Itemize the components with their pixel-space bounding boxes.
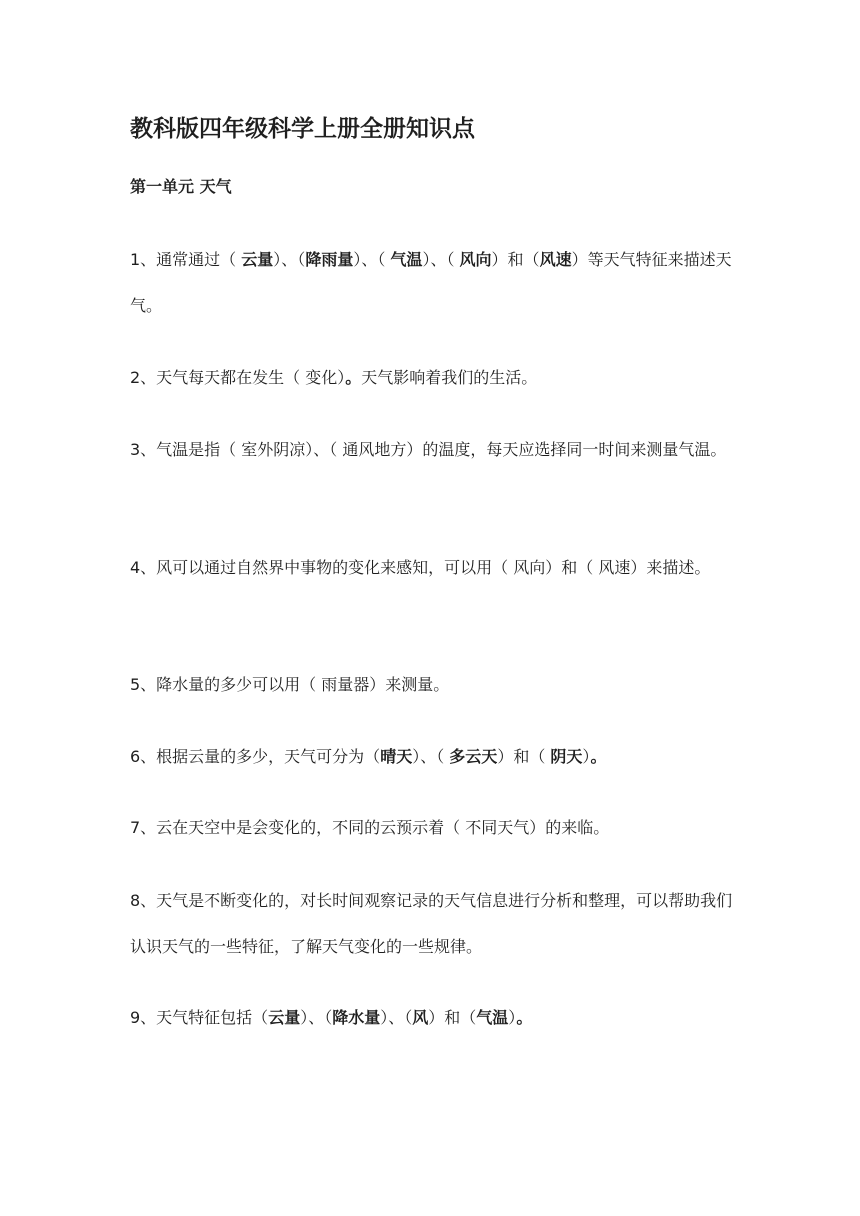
item-text: 天气影响着我们的生活。 bbox=[361, 368, 538, 387]
item-text: ）、（ bbox=[412, 747, 450, 766]
item-text: ） bbox=[508, 1008, 517, 1027]
item-text: 4、风可以通过自然界中事物的变化来感知，可以用（ 风向）和（ 风速）来描述。 bbox=[130, 558, 711, 577]
item-text: ）、（ bbox=[300, 1008, 333, 1027]
item-text: 1、通常通过（ bbox=[130, 250, 242, 269]
item-text: 6、根据云量的多少，天气可分为（ bbox=[130, 747, 381, 766]
knowledge-point-8 bbox=[130, 878, 735, 970]
item-text: 3、气温是指（ 室外阴凉）、（ 通风地方）的温度，每天应选择同一时间来测量气温。 bbox=[130, 440, 727, 459]
answer-term: 气温 bbox=[390, 250, 423, 269]
knowledge-point-7 bbox=[130, 805, 735, 851]
item-text: ）和（ bbox=[428, 1008, 477, 1027]
knowledge-point-1 bbox=[130, 237, 735, 329]
item-text: ）、（ bbox=[422, 250, 460, 269]
item-text: ）、（ bbox=[273, 250, 306, 269]
item-text: 7、云在天空中是会变化的，不同的云预示着（ 不同天气）的来临。 bbox=[130, 818, 610, 837]
answer-term: 云量 bbox=[241, 250, 274, 269]
item-text: 2、天气每天都在发生（ 变化） bbox=[130, 368, 346, 387]
item-text: ） bbox=[582, 747, 591, 766]
knowledge-point-2 bbox=[130, 355, 735, 401]
item-text: 5、降水量的多少可以用（ 雨量器）来测量。 bbox=[130, 675, 450, 694]
item-text: ）和（ bbox=[497, 747, 551, 766]
answer-term: 风向 bbox=[459, 250, 492, 269]
answer-term: 阴天 bbox=[550, 747, 583, 766]
unit-heading: 第一单元 天气 bbox=[130, 177, 232, 196]
answer-term: 晴天 bbox=[380, 747, 413, 766]
item-text: ）、（ bbox=[380, 1008, 413, 1027]
item-text: ）和（ bbox=[491, 250, 540, 269]
document-title: 教科版四年级科学上册全册知识点 bbox=[130, 116, 475, 142]
knowledge-point-5 bbox=[130, 662, 735, 708]
answer-term: 降雨量 bbox=[305, 250, 354, 269]
answer-term: 。 bbox=[345, 368, 362, 387]
answer-term: 。 bbox=[590, 747, 607, 766]
item-text: ）等天气特征来描述天气。 bbox=[130, 250, 732, 315]
answer-term: 降水量 bbox=[332, 1008, 381, 1027]
answer-term: 云量 bbox=[268, 1008, 301, 1027]
item-text: ）、（ bbox=[353, 250, 391, 269]
answer-term: 气温 bbox=[476, 1008, 509, 1027]
knowledge-point-6 bbox=[130, 734, 735, 780]
item-text: 9、天气特征包括（ bbox=[130, 1008, 269, 1027]
answer-term: 。 bbox=[516, 1008, 533, 1027]
knowledge-point-4 bbox=[130, 545, 735, 591]
knowledge-point-3 bbox=[130, 427, 735, 473]
knowledge-point-9 bbox=[130, 995, 735, 1041]
answer-term: 多云天 bbox=[449, 747, 498, 766]
answer-term: 风速 bbox=[539, 250, 572, 269]
item-text: 8、天气是不断变化的，对长时间观察记录的天气信息进行分析和整理，可以帮助我们认识天气的一些特征，了解天气变化的一些规律。 bbox=[130, 891, 733, 956]
answer-term: 风 bbox=[412, 1008, 429, 1027]
